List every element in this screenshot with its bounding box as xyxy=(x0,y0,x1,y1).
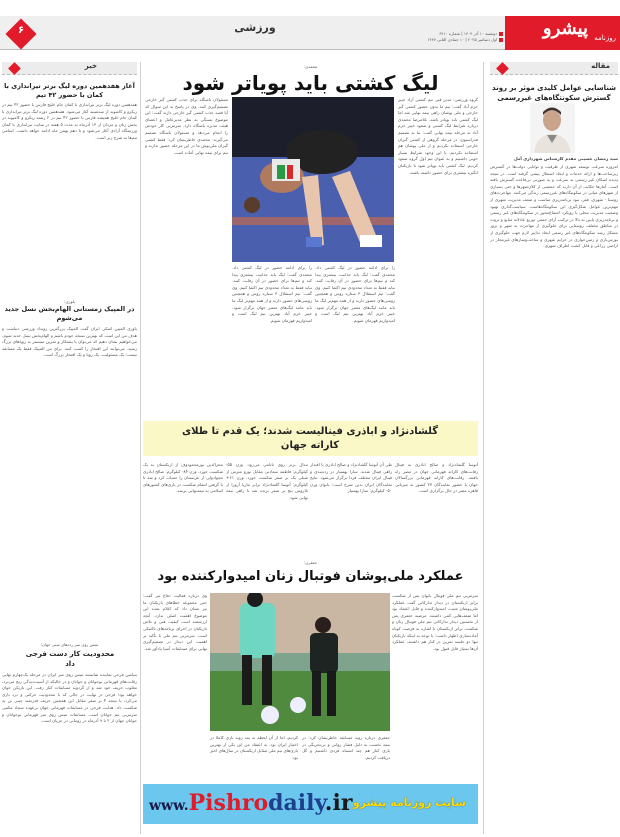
banner-url[interactable] xyxy=(149,790,352,816)
main-col-right: گروه ورزشی: مدیر فنی تیم کشتی آزاد خیبر خرم آباد گفت: تیم ما بدون حضور کشتی گیر خارجی و ملی پوشان راهی نیمه نهایی شد اما لیگ کشتی باید پویاتر باشد. غلامرضا محمدی درباره شرایط لیگ کشتی و صعود خیبر خرم آباد به مرحله نیمه نهایی گفت: بنا به تصمیم فدراسیون، در مرحله گروهی از کشتی گیران خارجی استفاده نکردیم و از ملی پوشان هم استفاده نکردیم. با این وجود شرایط بسیار خوبی داشتیم و به عنوان تیم اول گروه صعود کردیم. لیگ کشتی باید پویاتر شود تا بازیکنان انگیزه بیشتری برای حضور داشته باشند. xyxy=(398,97,478,175)
football-photo xyxy=(210,593,390,731)
wrestling-photo xyxy=(232,97,394,262)
section-label: مقاله xyxy=(591,62,610,70)
url-prefix: www. xyxy=(149,798,189,814)
news-1-headline: آغاز هفدهمین دوره لیگ برتر تیراندازی با کمان با حضور ۴۲ تیم xyxy=(4,82,135,99)
main-col-middle-2: را برای ادامه حضور در لیگ کشتی داد. محمدی گفت: لیگ باید جذابیت بیشتری پیدا کند و تیم‌ها برای حضور در آن رقابت کنند. نباید فقط به تعداد محدودی تیم اکتفا کنیم. وی گفت: تیم استقلال ۳ ستاره روس و همچنین روسی‌های حضور دارند و از همه مهم‌تر لیگ ما باید مانند لیگ‌های معتبر جهان برگزار شود. خیبر خرم آباد بهترین تیم لیگ است و امیدواریم قهرمان شویم. xyxy=(232,265,312,323)
section-title: ورزشی xyxy=(234,21,276,34)
karate-col-3: مدال برنز روی تاتامی می‌رود. وزن ۵۵- کیلوگرم: فاطمه سعادتی مقابل نورو مترس از شیلی یک بر صفر شکست خورد. وزن ۶۱+ کیلوگرم: آتوسا گلشادنژاد برابر ماریا آرورا از بلاروس پنج بر صفر برنده شد تا راهی نیمه نهایی شود. xyxy=(226,462,308,500)
url-brand-red: Pishro xyxy=(188,790,269,816)
column-divider xyxy=(483,62,484,834)
logo-main: پیشرو xyxy=(542,18,588,39)
football-headline: عملکرد ملی‌پوشان فوتبال زنان امیدوارکننده بود xyxy=(157,569,464,584)
main-col-left: مسئولان باشگاه برای جذب کشتی گیر خارجی تصمیم‌گیری کنند. وی در پاسخ به این سوال که آیا قصد جذب کشتی گیر خارجی دارند گفت: این موضوع بستگی به نظر مدیرعامل و اعضای هیئت مدیره باشگاه دارد. سرمربی کار خودش را انجام می‌دهد و مسئولان باشگاه تصمیم می‌گیرند. محمدی خاطرنشان کرد: فقط کشتی گیران ملی‌پوش ما در این مرحله حضور ندارند و تیم برای نیمه نهایی آماده است. xyxy=(145,97,228,155)
article-body: امروزه سرعت توسعه شهری از ظرفیت و توانایی دولت‌ها در گسترش زیرساخت‌ها و ارائه خدمات و ایجاد اشتغال پیشی گرفته است. در نتیجه پدیده اسکان غیر رسمی به سرعت و به صورتی بی‌قاعده گسترش یافته است. آمارها حکایت از آن دارند که جمعیتی از کلان‌شهرها و حتی بسیاری از شهرهای میانی در سکونتگاه‌های غیررسمی زندگی می‌کنند. مهاجرت‌های روستا - شهری، فقر، نبود برنامه‌ریزی مناسب و ضعف مدیریت شهری از مهم‌ترین عوامل شکل‌گیری این سکونتگاه‌هاست. سیاست‌گذاری بهبود وضعیت مدیریت محلی با رویکرد اجتماع‌محور در سکونتگاه‌های غیر رسمی و برنامه‌ریزی پایین به بالا در ترکیب آرای جمعی توزیع عادلانه منابع و ثروت در مناطق مختلف روستایی برای جلوگیری از مهاجرت به شهر و بروز مشکل رشد سکونتگاه‌های غیر رسمی ایجاد تدابیر لازم جهت جلوگیری از بورس‌بازی و زمین‌خواری در حرایم شهری و ساخت‌وسازهای غیرمجاز در اراضی زراعی و قابل کشت اطراف شهری. xyxy=(490,164,618,249)
newspaper-logo[interactable] xyxy=(505,16,620,50)
logo-small: روزنامه xyxy=(594,34,616,42)
karate-headline: گلشادنژاد و اباذری فینالیست شدند؛ یک قدم تا طلای کاراته جهان xyxy=(181,426,439,451)
url-brand-blue: daily xyxy=(268,790,325,816)
section-label: خبر xyxy=(84,62,97,70)
news-3-body: بنیامین فرجی نماینده شایسته تنیس روی میز ایران در مرحله یک‌چهارم نهایی رقابت‌های قهرمانی نوجوانان و جوانان و در خالیکه از آسیب‌دیدگی رنج می‌برد، مغلوب حریف خود شد و از گردونه مسابقات کنار رفت. این بازیکن جوان خواهد بود؛ فرجی در نهایت در حالی که با محدودیت حرکتی و درد بازی می‌کرد، با نتیجه ۴ بر صفر مقابل این همچنین حریف قدرتمند چینی تن به شکست داد. هدایت فرجی در مسابقات قهرمانی جهان برعهده سجاد مکتبی سرمربی تیم جوانان است. مسابقات تنیس روی میز قهرمانی نوجوانان و جوانان جهان از ۲ تا ۹ آذرماه در رومانی در جریان است. xyxy=(2,672,137,724)
karate-col-2: طی آن آتوسا گلشادنژاد و صالح اباذری با اقتدار راهی فینال شدند. سارا بهمنیار در رده‌بندی و فینال ایران مختلف فردا برگزار می‌شود. نتایج نمایندگان ایران بدین شرح است: بانوان وزن ۵۰- کیلوگرم: سارا بهمنیار xyxy=(310,462,392,494)
news-2-body: یاوری المپین اسکی ایران گفت المپیک بزرگترین رویداد ورزشی دنیاست و هدف من این است که بهترین نسخه خودم باشم و الهام‌بخش نسل جدید شوم. می‌خواهیم نشان دهیم که می‌توان با پشتکار و تمرین مستمر به رویاهای بزرگ رسید. می‌توانند این افتخار را کسب کنند. برای من المپیک فقط یک مسابقه نیست؛ یک مسئولیت، یک رویا و یک افتخار بزرگ است. xyxy=(2,326,137,358)
football-caption-right: جعفری درباره روند مسابقه خاطرنشان کرد: در نیمه نخست به دلیل فشار روانی و بی‌تجربگی در بازی کنار هم چند اشتباه فردی داشتیم و گل دریافت کردیم. xyxy=(302,735,390,760)
website-banner[interactable] xyxy=(143,784,478,824)
page-number: ۶ xyxy=(17,25,25,36)
football-col-right: سرمربی تیم ملی فوتبال بانوان پس از شکست برابر ازبکستان در دیدار تدارکاتی گفت عملکرد ملی‌پوشان مثبت، امیدوارکننده و قابل اعتماد بود اما ضعف‌هایی کمی داشتند. مرضیه جعفری پس از نخستین دیدار تدارکاتی تیم ملی فوتبال زنان و شکست برابر ازبکستان با اشاره به فرصت کوتاه آماده‌سازی اظهار داشت: با توجه به اینکه بازیکنان تنها دو جلسه تمرین در کنار هم داشتند، عملکرد آن‌ها بسیار قابل قبول بود. xyxy=(392,593,478,651)
bullet-icon xyxy=(499,38,503,42)
article-headline: شناسایی عوامل کلیدی موثر بر روند گسترش سکونتگاه‌های غیررسمی xyxy=(492,84,616,102)
issue-dates xyxy=(415,31,503,43)
karate-col-4: محرالدین نورمحمودوف از ازبکستان به یک شکست خورد. وزن ۸۴- کیلوگرم: صالح اباذری مچوادولی از عربستان را حساب کرد و شد تا با گرفتن انتقام شکست در بازی‌های کشورهای اسلامی به نیمه‌نهایی برسد. xyxy=(143,462,223,494)
main-kicker: محمدی: xyxy=(303,64,318,69)
column-divider xyxy=(140,62,141,834)
diamond-icon xyxy=(8,62,21,75)
date-line-2: اول دسامبر ۲۰۲۵ | ۱۰ جمادی الثانی ۱۴۴۷ xyxy=(427,37,497,42)
football-kicker: جعفری: xyxy=(303,560,318,565)
author-photo xyxy=(530,103,575,153)
section-header-article xyxy=(490,62,618,75)
url-suffix: .ir xyxy=(324,790,353,816)
news-3-headline: محدودیت کار دست فرجی داد xyxy=(25,650,115,668)
main-headline: لیگ کشتی باید پویاتر شود xyxy=(182,71,439,95)
section-header-news xyxy=(2,62,137,75)
news-2-kicker: بلوری: xyxy=(64,299,75,304)
football-col-left: وی درباره فعالیت دفاع نیز گفت: حتی مجموعه خطاهای بازیکنان ما نیز نشان داد که اعلام شده این موضوع اهمیت اصلی ندارد. آنچه ارزشمند است کیفیت فنی و تلاش بازیکنان در اجرای برنامه‌های تاکتیکی است. سرمربی تیم ملی با تأکید بر اهمیت این دیدار در تصمیم‌گیری نهایی برای مسابقات آسیا یادآور شد. xyxy=(143,593,207,651)
news-3-kicker: تنیس روی میز رده‌های سنی جهان؛ xyxy=(40,642,99,647)
diamond-icon xyxy=(496,62,509,75)
news-1-body: هفدهمین دوره لیگ برتر تیراندازی با کمان جام خلیج فارس با حضور ۴۲ تیم در ریکرو و کامپوند از سه‌شنبه آغاز می‌شود. هفدهمین دوره لیگ برتر تیراندازی با کمان جام خلیج همیشه فارس با حضور ۴۲ تیم در ۲ رشته ریکرو و کامپوند در بخش زنان و مردان از ۱۳ آذرماه به مدت ۵ هفته در سایت تیراندازی با کمان ورزشگاه آزادی آغاز می‌شود و تا دهم بهمن ماه ادامه خواهد داشت. اسامی تیم‌ها به شرح زیر است. xyxy=(2,102,137,140)
date-line-1: دوشنبه ۱۰ آذر ۱۴۰۴ | شماره ۶۴۱۰ xyxy=(439,31,497,36)
article-author: سید رمضان حسینی مقدم کارشناس شهرداری آمل xyxy=(514,156,618,161)
main-col-middle: را برای ادامه حضور در لیگ کشتی داد. محمدی گفت: لیگ باید جذابیت بیشتری پیدا کند و تیم‌ها برای حضور در آن رقابت کنند. نباید فقط به تعداد محدودی تیم اکتفا کنیم. وی گفت: تیم استقلال ۳ ستاره روس و همچنین روسی‌های حضور دارند و از همه مهم‌تر لیگ ما باید مانند لیگ‌های معتبر جهان برگزار شود. خیبر خرم آباد بهترین تیم لیگ است و امیدواریم قهرمان شویم. xyxy=(315,265,395,323)
banner-label: سایت روزنامه پیشرو xyxy=(352,796,466,809)
football-caption-left: کردیم، اما از آن لحظه به بعد روند بازی کاملا در اختیار ایران بود. به اعتقاد من این یکی از بهترین بازی‌های تیم ملی مقابل ازبکستان در سال‌های اخیر بود. xyxy=(210,735,298,760)
news-2-headline: در المپیک زمستانی الهام‌بخش نسل جدید می‌شوم xyxy=(4,305,135,322)
karate-col-1: آتوسا گلشادنژاد و صالح اباذری به فینال رقابت‌های کاراته قهرمانی جهان در مصر راه یافتند. رقابت‌های کاراته قهرمانی بزرگسالان جهان با حضور نمایندگان ۲۷ کشور به میزبانی قاهره مصر در حال برگزاری است. xyxy=(395,462,478,494)
bullet-icon xyxy=(499,32,503,36)
